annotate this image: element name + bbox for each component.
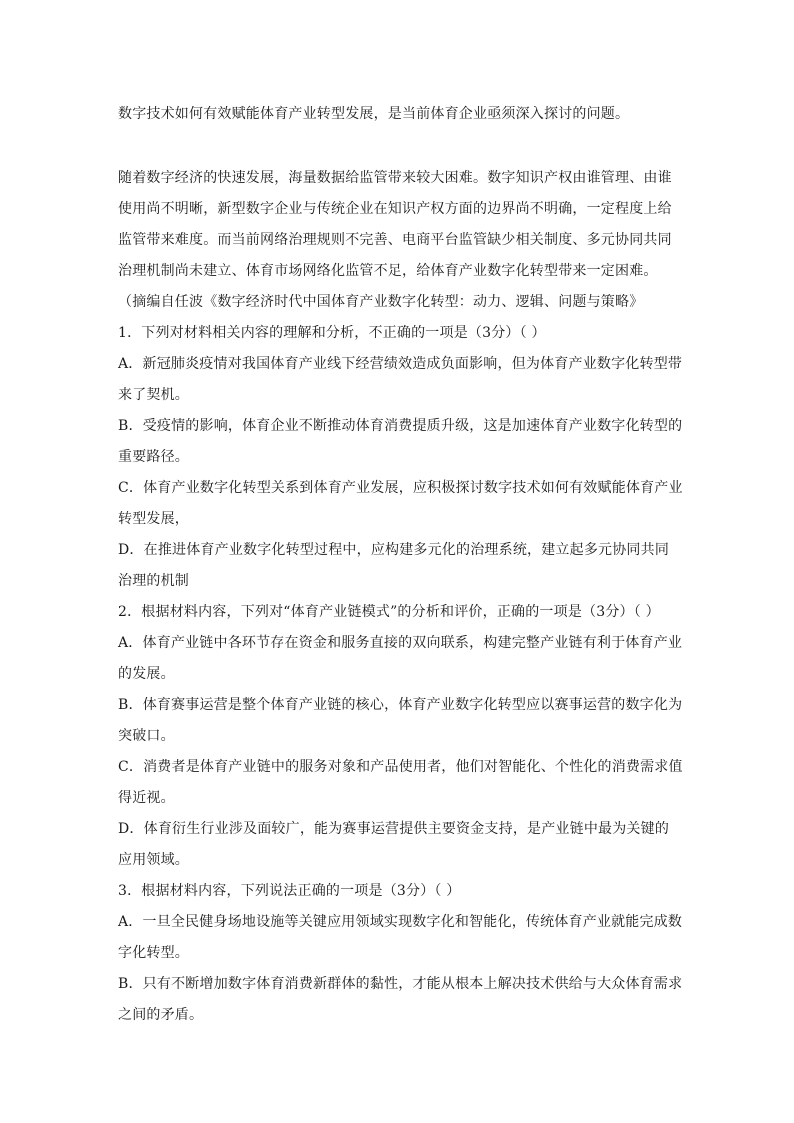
question-2-option-a: A．体育产业链中各环节存在资金和服务直接的双向联系，构建完整产业链有利于体育产业的发展。 <box>118 635 683 682</box>
question-stem: 2．根据材料内容，下列对“体育产业链模式”的分析和评价，正确的一项是（3分）（ ） <box>118 604 660 620</box>
question-3-option-a: A．一旦全民健身场地设施等关键应用领域实现数字化和智能化，传统体育产业就能完成数字化转型。 <box>118 914 683 961</box>
question-1 <box>118 318 683 597</box>
main-paragraph: 随着数字经济的快速发展，海量数据给监管带来较大困难。数字知识产权由谁管理、由谁使用尚不明晰，新型数字企业与传统企业在知识产权方面的边界尚不明确，一定程度上给监管带来难度。而当前网络治理规则不完善、电商平台监管缺少相关制度、多元协同共同治理机制尚未建立、体育市场网络化监管不足，给体育产业数字化转型带来一定困难。 <box>118 170 672 279</box>
question-3 <box>118 876 683 1031</box>
document-body <box>118 99 683 1031</box>
question-1-option-d: D．在推进体育产业数字化转型过程中，应构建多元化的治理系统，建立起多元协同共同治理的机制 <box>118 542 670 589</box>
question-3-option-b: B．只有不断增加数字体育消费新群体的黏性，才能从根本上解决技术供给与大众体育需求之间的矛盾。 <box>118 976 683 1023</box>
question-stem: 3．根据材料内容，下列说法正确的一项是（3分）（ ） <box>118 883 461 899</box>
intro-line: 数字技术如何有效赋能体育产业转型发展，是当前体育企业亟须深入探讨的问题。 <box>118 106 630 122</box>
question-2 <box>118 597 683 876</box>
question-1-option-a: A．新冠肺炎疫情对我国体育产业线下经营绩效造成负面影响，但为体育产业数字化转型带来了契机。 <box>118 356 683 403</box>
source-citation: （摘编自任波《数字经济时代中国体育产业数字化转型：动力、逻辑、问题与策略》 <box>118 294 644 310</box>
question-1-option-b: B．受疫情的影响，体育企业不断推动体育消费提质升级，这是加速体育产业数字化转型的重要路径。 <box>118 418 683 465</box>
question-2-option-c: C．消费者是体育产业链中的服务对象和产品使用者，他们对智能化、个性化的消费需求值得近视。 <box>118 759 683 806</box>
question-1-option-c: C．体育产业数字化转型关系到体育产业发展，应积极探讨数字技术如何有效赋能体育产业转型发展， <box>118 480 683 527</box>
question-2-option-d: D．体育衍生行业涉及面较广，能为赛事运营提供主要资金支持，是产业链中最为关键的应用领域。 <box>118 821 670 868</box>
question-stem: 1．下列对材料相关内容的理解和分析，不正确的一项是（3分）（ ） <box>118 325 546 341</box>
question-2-option-b: B．体育赛事运营是整个体育产业链的核心，体育产业数字化转型应以赛事运营的数字化为突破口。 <box>118 697 683 744</box>
paragraph-gap <box>118 130 683 163</box>
